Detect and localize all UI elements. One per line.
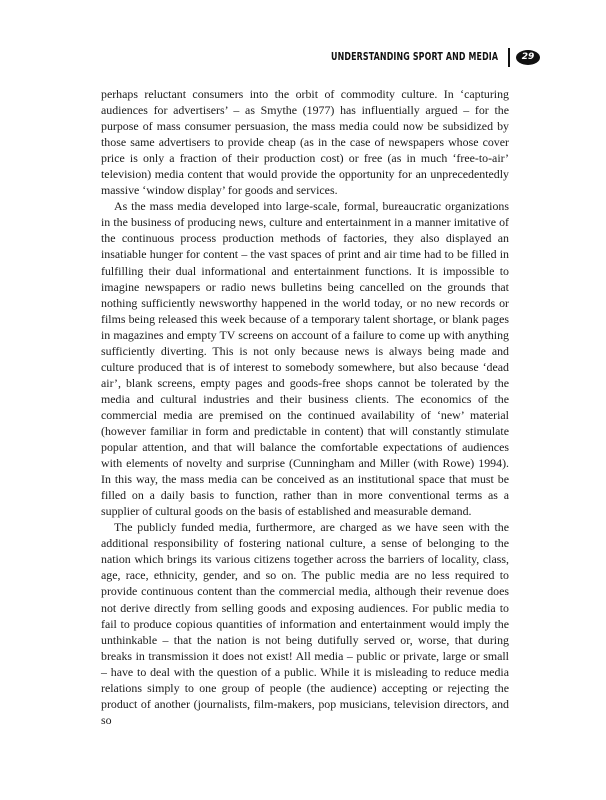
body-text	[101, 86, 509, 728]
header-divider	[508, 48, 510, 67]
page-header	[100, 48, 540, 70]
page-number: 29	[516, 50, 540, 65]
paragraph-1: perhaps reluctant consumers into the orbit of commodity culture. In ‘capturing audiences for advertisers’ – as Smythe (1977) has influentially argued – for the purpose of mass consumer persuasion, the mass media could now be subsidized by those same advertisers to provide cheap (as in the case of newspapers whose cover price is only a fraction of their production cost) or free (as in much ‘free-to-air’ television) media content that would provide the opportunity for an unprecedentedly massive ‘window display’ for goods and services.	[101, 87, 509, 198]
paragraph-2: As the mass media developed into large-scale, formal, bureaucratic organizations in the business of producing news, culture and entertainment in a manner imitative of the continuous process production methods of factories, they also displayed an insatiable hunger for content – the vast spaces of print and air time had to be filled in fulfilling their dual informational and entertainment functions. It is impossible to imagine newspapers or radio news bulletins being cancelled on the grounds that nothing sufficiently newsworthy happened in the world today, or no new records or films being released this week because of a temporary talent shortage, or blank pages in magazines and empty TV screens on account of a failure to come up with anything sufficiently diverting. This is not only because news is always being made and culture produced that is of interest to somebody somewhere, but also because ‘dead air’, blank screens, empty pages and goods-free shops cannot be tolerated by the media and cultural industries and their business clients. The economics of the commercial media are premised on the continued availability of ‘new’ material (however familiar in form and predictable in content) that will constantly stimulate popular attention, and that will balance the comfortable expectations of audiences with elements of novelty and surprise (Cunningham and Miller (with Rowe) 1994). In this way, the mass media can be conceived as an institutional space that must be filled on a daily basis to function, rather than in more conventional terms as a supplier of cultural goods on the basis of established and measurable demand.	[101, 199, 509, 519]
running-head: UNDERSTANDING SPORT AND MEDIA	[330, 50, 498, 63]
paragraph-3: The publicly funded media, furthermore, are charged as we have seen with the additional responsibility of fostering national culture, a sense of belonging to the nation which brings its various citizens together across the barriers of locality, class, age, race, ethnicity, gender, and so on. The public media are no less required to provide continuous content than the commercial media, although their revenue does not derive directly from selling goods and exposing audiences. For public media to fail to produce copious quantities of information and entertainment would imply the unthinkable – that the nation is not being dutifully served or, worse, that during breaks in transmission it does not exist! All media – public or private, large or small – have to deal with the question of a public. While it is misleading to reduce media relations simply to one group of people (the audience) accepting or rejecting the product of another (journalists, film-makers, pop musicians, television directors, and so	[101, 520, 509, 727]
